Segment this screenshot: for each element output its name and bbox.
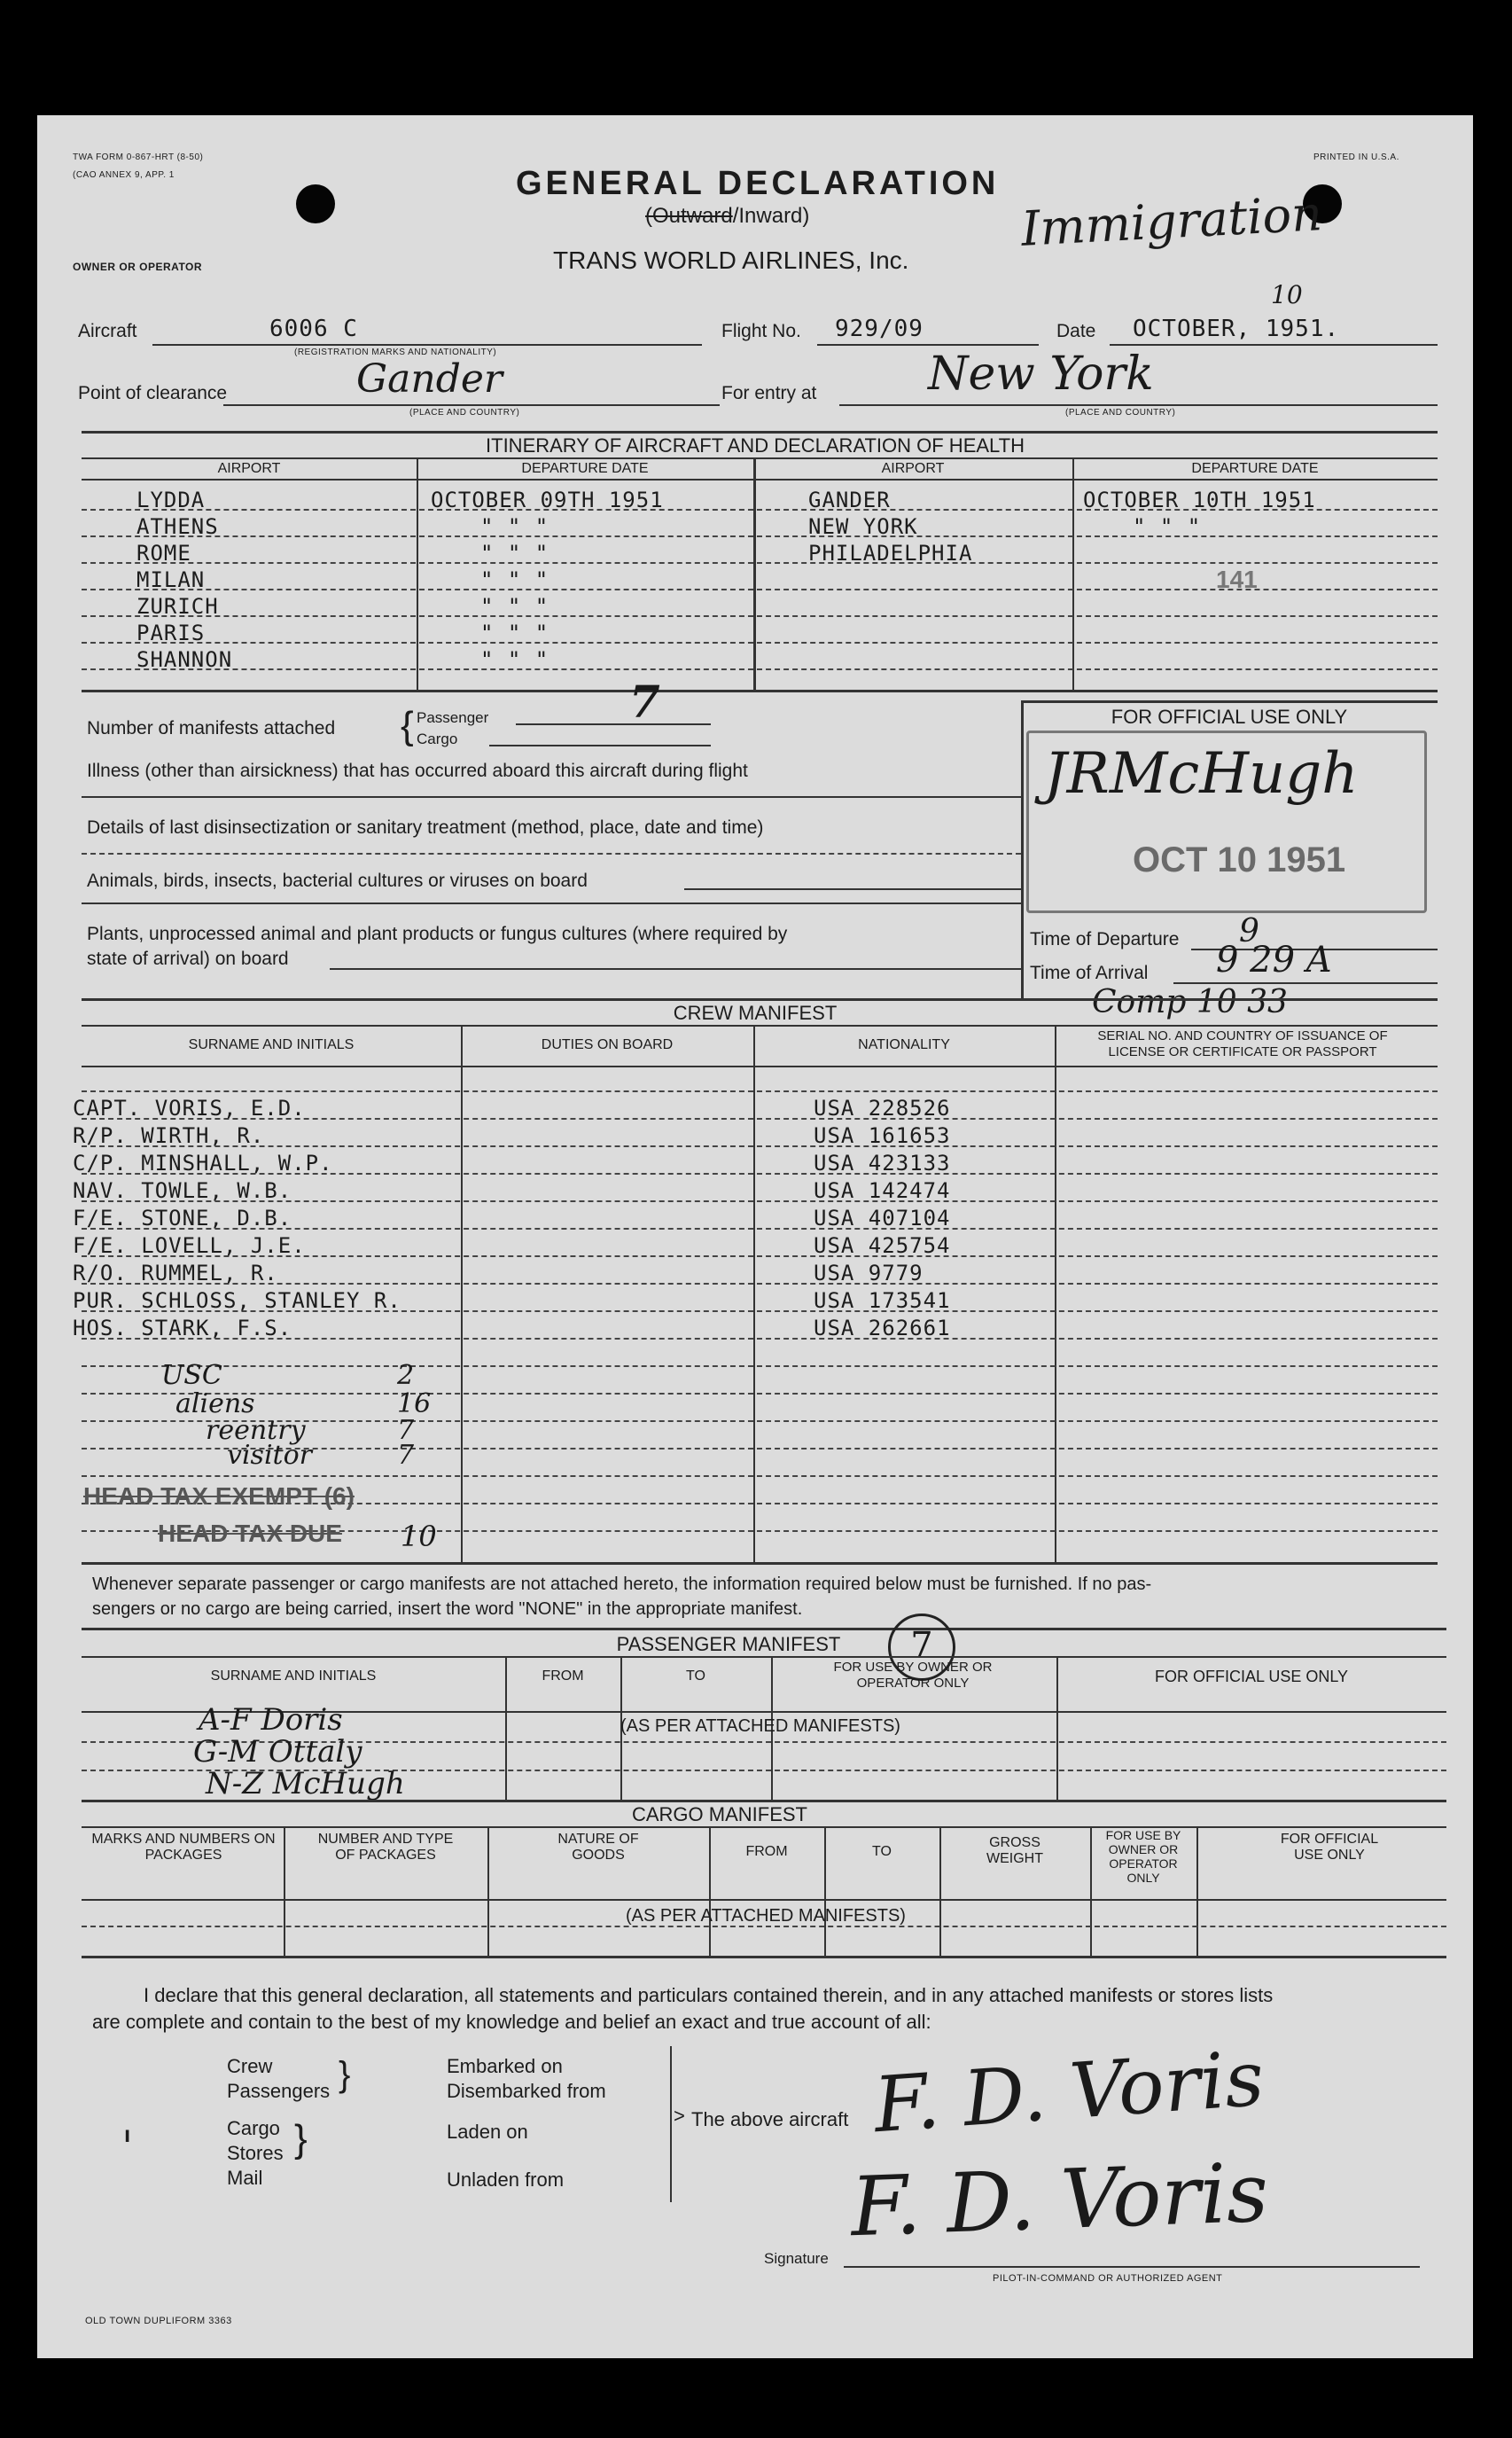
clearance-caption: (PLACE AND COUNTRY) [409,408,520,418]
official-box-top [1021,700,1438,703]
crew-nationality: USA 407104 [814,1206,951,1231]
tally-count: 7 [397,1440,415,1471]
manifests-label: Number of manifests attached [87,718,336,738]
crew-nationality: USA 423133 [814,1151,951,1176]
passenger-attached: (AS PER ATTACHED MANIFESTS) [620,1716,900,1736]
subtitle-outward: (Outward [645,204,733,228]
declaration-crew: Crew [227,2055,273,2077]
crew-header-duties: DUTIES ON BOARD [541,1037,674,1052]
crew-row-rule [82,1090,1438,1092]
crew-header-serial: SERIAL NO. AND COUNTRY OF ISSUANCE OF LICENSE OR CERTIFICATE OR PASSPORT [1097,1028,1388,1059]
itinerary-airport: ROME [136,541,191,566]
passenger-header-official: FOR OFFICIAL USE ONLY [1154,1668,1349,1685]
crew-row-rule [82,1475,1438,1477]
signature-line [844,2266,1420,2268]
crew-col-3 [1055,1025,1056,1562]
declaration-bracket [670,2046,672,2202]
arrival-value: 9 29 A [1216,940,1332,981]
declaration-embarked: Embarked on [447,2055,563,2077]
itinerary-airport: ATHENS [136,514,219,539]
form-title: GENERAL DECLARATION [516,165,1000,202]
itinerary-airport: ZURICH [136,594,219,619]
head-tax-due-count: 10 [401,1520,437,1553]
company-name: TRANS WORLD AIRLINES, Inc. [553,246,909,274]
crew-nationality: USA 173541 [814,1288,951,1313]
flight-number: 929/09 [835,316,924,342]
passenger-header-to: TO [686,1668,705,1684]
pilot-signature-1: F. D. Voris [871,2034,1267,2151]
arrival-label: Time of Arrival [1030,963,1149,983]
passenger-line [516,723,711,725]
form-subtitle [645,204,809,229]
animals-line [684,888,1021,890]
passenger-hand-line: G-M Ottaly [193,1734,362,1770]
entry-line [839,404,1438,406]
declaration-passengers: Passengers [227,2080,331,2102]
entry-value: New York [928,348,1154,401]
tally-label: aliens [175,1388,255,1419]
date-value: OCTOBER, 1951. [1133,316,1340,342]
itinerary-date: OCTOBER 10TH 1951 [1083,488,1316,512]
itinerary-row-rule [82,562,1438,564]
itinerary-airport: SHANNON [136,647,233,672]
passenger-header-surname: SURNAME AND INITIALS [210,1668,377,1684]
itinerary-title-rule [82,457,1438,459]
date-label: Date [1056,321,1096,341]
cargo-label: Cargo [417,731,458,747]
above-aircraft-label: The above aircraft [691,2108,849,2130]
passenger-hand-line: N-Z McHugh [206,1766,405,1801]
declaration-brace-2: } [294,2117,308,2161]
declaration-unladen: Unladen from [447,2168,565,2191]
tally-label: USC [161,1360,222,1391]
cargo-header-to: TO [872,1844,892,1859]
manifests-brace: { [401,704,414,747]
crew-col-1 [461,1025,463,1562]
notice-line-2: sengers or no cargo are being carried, insert the word "NONE" in the appropriate manifest. [92,1599,803,1619]
crew-col-2 [753,1025,755,1562]
cargo-header-number: NUMBER AND TYPE OF PACKAGES [317,1832,454,1863]
crew-name: F/E. LOVELL, J.E. [73,1233,306,1258]
animals-label: Animals, birds, insects, bacterial cultures or viruses on board [87,871,588,891]
cargo-col-7 [1196,1826,1198,1957]
cargo-col-6 [1090,1826,1092,1957]
crew-name: NAV. TOWLE, W.B. [73,1178,292,1203]
itinerary-title: ITINERARY OF AIRCRAFT AND DECLARATION OF HEALTH [486,434,1025,457]
form-reference: (CAO ANNEX 9, APP. 1 [73,170,175,180]
manifests-handwritten: 7 [629,676,660,728]
passenger-count-circled: 7 [888,1614,955,1681]
departure-label: Time of Departure [1030,929,1180,949]
crew-bottom-rule [82,1562,1438,1565]
declaration-stores: Stores [227,2142,284,2164]
itinerary-header-airport-2: AIRPORT [881,461,945,476]
disinsect-label: Details of last disinsectization or sanitary treatment (method, place, date and time) [87,817,764,838]
itinerary-row-rule [82,535,1438,537]
aircraft-line [152,344,702,346]
crew-nationality: USA 9779 [814,1261,924,1285]
aircraft-value: 6006 C [269,316,358,342]
comp-note: Comp 10 33 [1092,984,1288,1020]
passenger-title-rule [82,1656,1446,1658]
form-number: TWA FORM 0-867-HRT (8-50) [73,152,204,162]
cargo-col-1 [284,1826,285,1957]
official-box-left [1021,700,1024,998]
footer-mark: OLD TOWN DUPLIFORM 3363 [85,2316,232,2326]
flight-line [817,344,1039,346]
cargo-col-5 [939,1826,941,1957]
itinerary-header-date-2: DEPARTURE DATE [1191,461,1319,476]
cargo-header-from: FROM [745,1844,788,1859]
cargo-attached: (AS PER ATTACHED MANIFESTS) [626,1906,906,1926]
itinerary-row-rule [82,668,1438,670]
aircraft-label: Aircraft [78,321,137,341]
animals-rule [82,903,1021,904]
crew-header-nationality: NATIONALITY [858,1037,950,1052]
crew-name: F/E. STONE, D.B. [73,1206,292,1231]
cargo-title: CARGO MANIFEST [631,1803,807,1825]
passenger-title: PASSENGER MANIFEST [616,1633,841,1655]
crew-title-rule [82,1025,1438,1027]
itinerary-date: " " " [1133,514,1202,539]
passenger-bottom-rule [82,1800,1446,1802]
subtitle-inward: /Inward) [732,204,810,228]
crew-nationality: USA 228526 [814,1096,951,1121]
official-signature: JRMcHugh [1044,741,1359,807]
entry-label: For entry at [721,383,817,403]
itinerary-header-rule [82,479,1438,481]
stamp-number: 141 [1216,566,1258,593]
departure-value: 9 [1239,913,1259,949]
crew-title: CREW MANIFEST [673,1002,838,1024]
crew-header-surname: SURNAME AND INITIALS [188,1037,355,1052]
itinerary-airport: GANDER [808,488,891,512]
crew-name: C/P. MINSHALL, W.P. [73,1151,333,1176]
itinerary-date: " " " [480,567,549,592]
cargo-col-2 [487,1826,489,1957]
stamp-date: OCT 10 1951 [1133,840,1346,879]
cargo-header-rule [82,1899,1446,1901]
cargo-header-marks: MARKS AND NUMBERS ON PACKAGES [91,1832,276,1863]
passenger-label: Passenger [417,709,489,726]
crew-header-rule [82,1066,1438,1067]
declaration-disembarked: Disembarked from [447,2080,606,2102]
head-tax-due-stamp: HEAD TAX DUE [158,1520,342,1547]
illness-label: Illness (other than airsickness) that has occurred aboard this aircraft during flight [87,761,748,781]
itinerary-airport: PARIS [136,621,206,645]
tally-count: 7 [397,1415,415,1446]
cargo-header-official: FOR OFFICIAL USE ONLY [1280,1832,1379,1863]
itinerary-row-rule [82,615,1438,617]
tally-label: reentry [206,1415,306,1446]
plants-label: Plants, unprocessed animal and plant products or fungus cultures (where required by [87,924,788,944]
itinerary-date: " " " [480,514,549,539]
itinerary-header-date-1: DEPARTURE DATE [521,461,649,476]
crew-row-rule [82,1145,1438,1147]
disinsect-rule [82,853,1021,855]
clearance-label: Point of clearance [78,383,228,403]
cargo-header-nature: NATURE OF GOODS [557,1832,639,1863]
clearance-line [223,404,720,406]
crew-row-rule [82,1283,1438,1285]
signature-caption: PILOT-IN-COMMAND OR AUTHORIZED AGENT [993,2273,1223,2284]
crew-nationality: USA 262661 [814,1316,951,1340]
pilot-signature-2: F. D. Voris [849,2145,1270,2255]
itinerary-date: " " " [480,647,549,672]
crew-name: HOS. STARK, F.S. [73,1316,292,1340]
itinerary-top-rule [82,431,1438,434]
itinerary-row-rule [82,642,1438,644]
crew-nationality: USA 425754 [814,1233,951,1258]
plants-label-2: state of arrival) on board [87,949,289,969]
crew-name: CAPT. VORIS, E.D. [73,1096,306,1121]
itinerary-header-airport-1: AIRPORT [217,461,281,476]
itinerary-date: OCTOBER 09TH 1951 [431,488,664,512]
official-title: FOR OFFICIAL USE ONLY [1111,706,1348,728]
page-mark: ı [124,2121,131,2147]
itinerary-col-2 [753,457,756,690]
tally-count: 16 [397,1388,432,1419]
cargo-header-weight: GROSS WEIGHT [986,1835,1043,1866]
clearance-value: Gander [356,356,503,402]
date-day-handwritten: 10 [1271,280,1303,309]
notice-line-1: Whenever separate passenger or cargo manifests are not attached hereto, the information required below must be furnished. If no pas- [92,1575,1152,1594]
crew-name: R/P. WIRTH, R. [73,1123,265,1148]
passenger-header-owner: FOR USE BY OWNER OR OPERATOR ONLY [833,1660,993,1691]
cargo-title-rule [82,1826,1446,1828]
crew-row-rule [82,1393,1438,1395]
declaration-line-2: are complete and contain to the best of my knowledge and belief an exact and true account of all: [92,2011,931,2033]
declaration-brace-1: } [339,2055,351,2094]
passenger-header-from: FROM [542,1668,584,1684]
itinerary-date: " " " [480,594,549,619]
cargo-bottom-rule [82,1956,1446,1958]
itinerary-airport: MILAN [136,567,206,592]
aircraft-caption: (REGISTRATION MARKS AND NATIONALITY) [294,348,497,357]
crew-nationality: USA 161653 [814,1123,951,1148]
crew-name: R/O. RUMMEL, R. [73,1261,278,1285]
printed-note: PRINTED IN U.S.A. [1313,152,1399,162]
date-line [1110,344,1438,346]
cargo-line [489,745,711,746]
itinerary-bottom-rule [82,690,1438,692]
head-tax-exempt-stamp: HEAD TAX EXEMPT (6) [83,1482,355,1510]
itinerary-date: " " " [480,541,549,566]
crew-nationality: USA 142474 [814,1178,951,1203]
itinerary-col-1 [417,457,418,690]
itinerary-airport: NEW YORK [808,514,918,539]
crew-name: PUR. SCHLOSS, STANLEY R. [73,1288,401,1313]
itinerary-airport: LYDDA [136,488,206,512]
flight-label: Flight No. [721,321,801,341]
declaration-laden: Laden on [447,2121,528,2143]
declaration-cargo: Cargo [227,2117,280,2139]
entry-caption: (PLACE AND COUNTRY) [1065,408,1176,418]
passenger-top-rule [82,1628,1446,1630]
handwritten-immigration: Immigration [1019,185,1324,257]
itinerary-col-3 [1072,457,1074,690]
declaration-line-1: I declare that this general declaration, all statements and particulars contained therein, and in any attached manifests or stores lists [144,1984,1274,2006]
crew-row-rule [82,1365,1438,1367]
bracket-point: > [674,2105,685,2127]
crew-top-rule [82,998,1438,1001]
declaration-form [37,115,1473,2358]
tally-label: visitor [227,1440,312,1471]
punch-hole-left [296,184,335,223]
owner-label: OWNER OR OPERATOR [73,261,203,273]
illness-rule [82,796,1021,798]
cargo-header-owner: FOR USE BY OWNER OR OPERATOR ONLY [1105,1828,1181,1885]
itinerary-date: " " " [480,621,549,645]
signature-label: Signature [764,2250,829,2267]
tally-count: 2 [397,1360,415,1391]
passenger-hand-line: A-F Doris [199,1702,343,1738]
declaration-mail: Mail [227,2167,263,2189]
plants-line [330,968,1021,970]
itinerary-airport: PHILADELPHIA [808,541,973,566]
